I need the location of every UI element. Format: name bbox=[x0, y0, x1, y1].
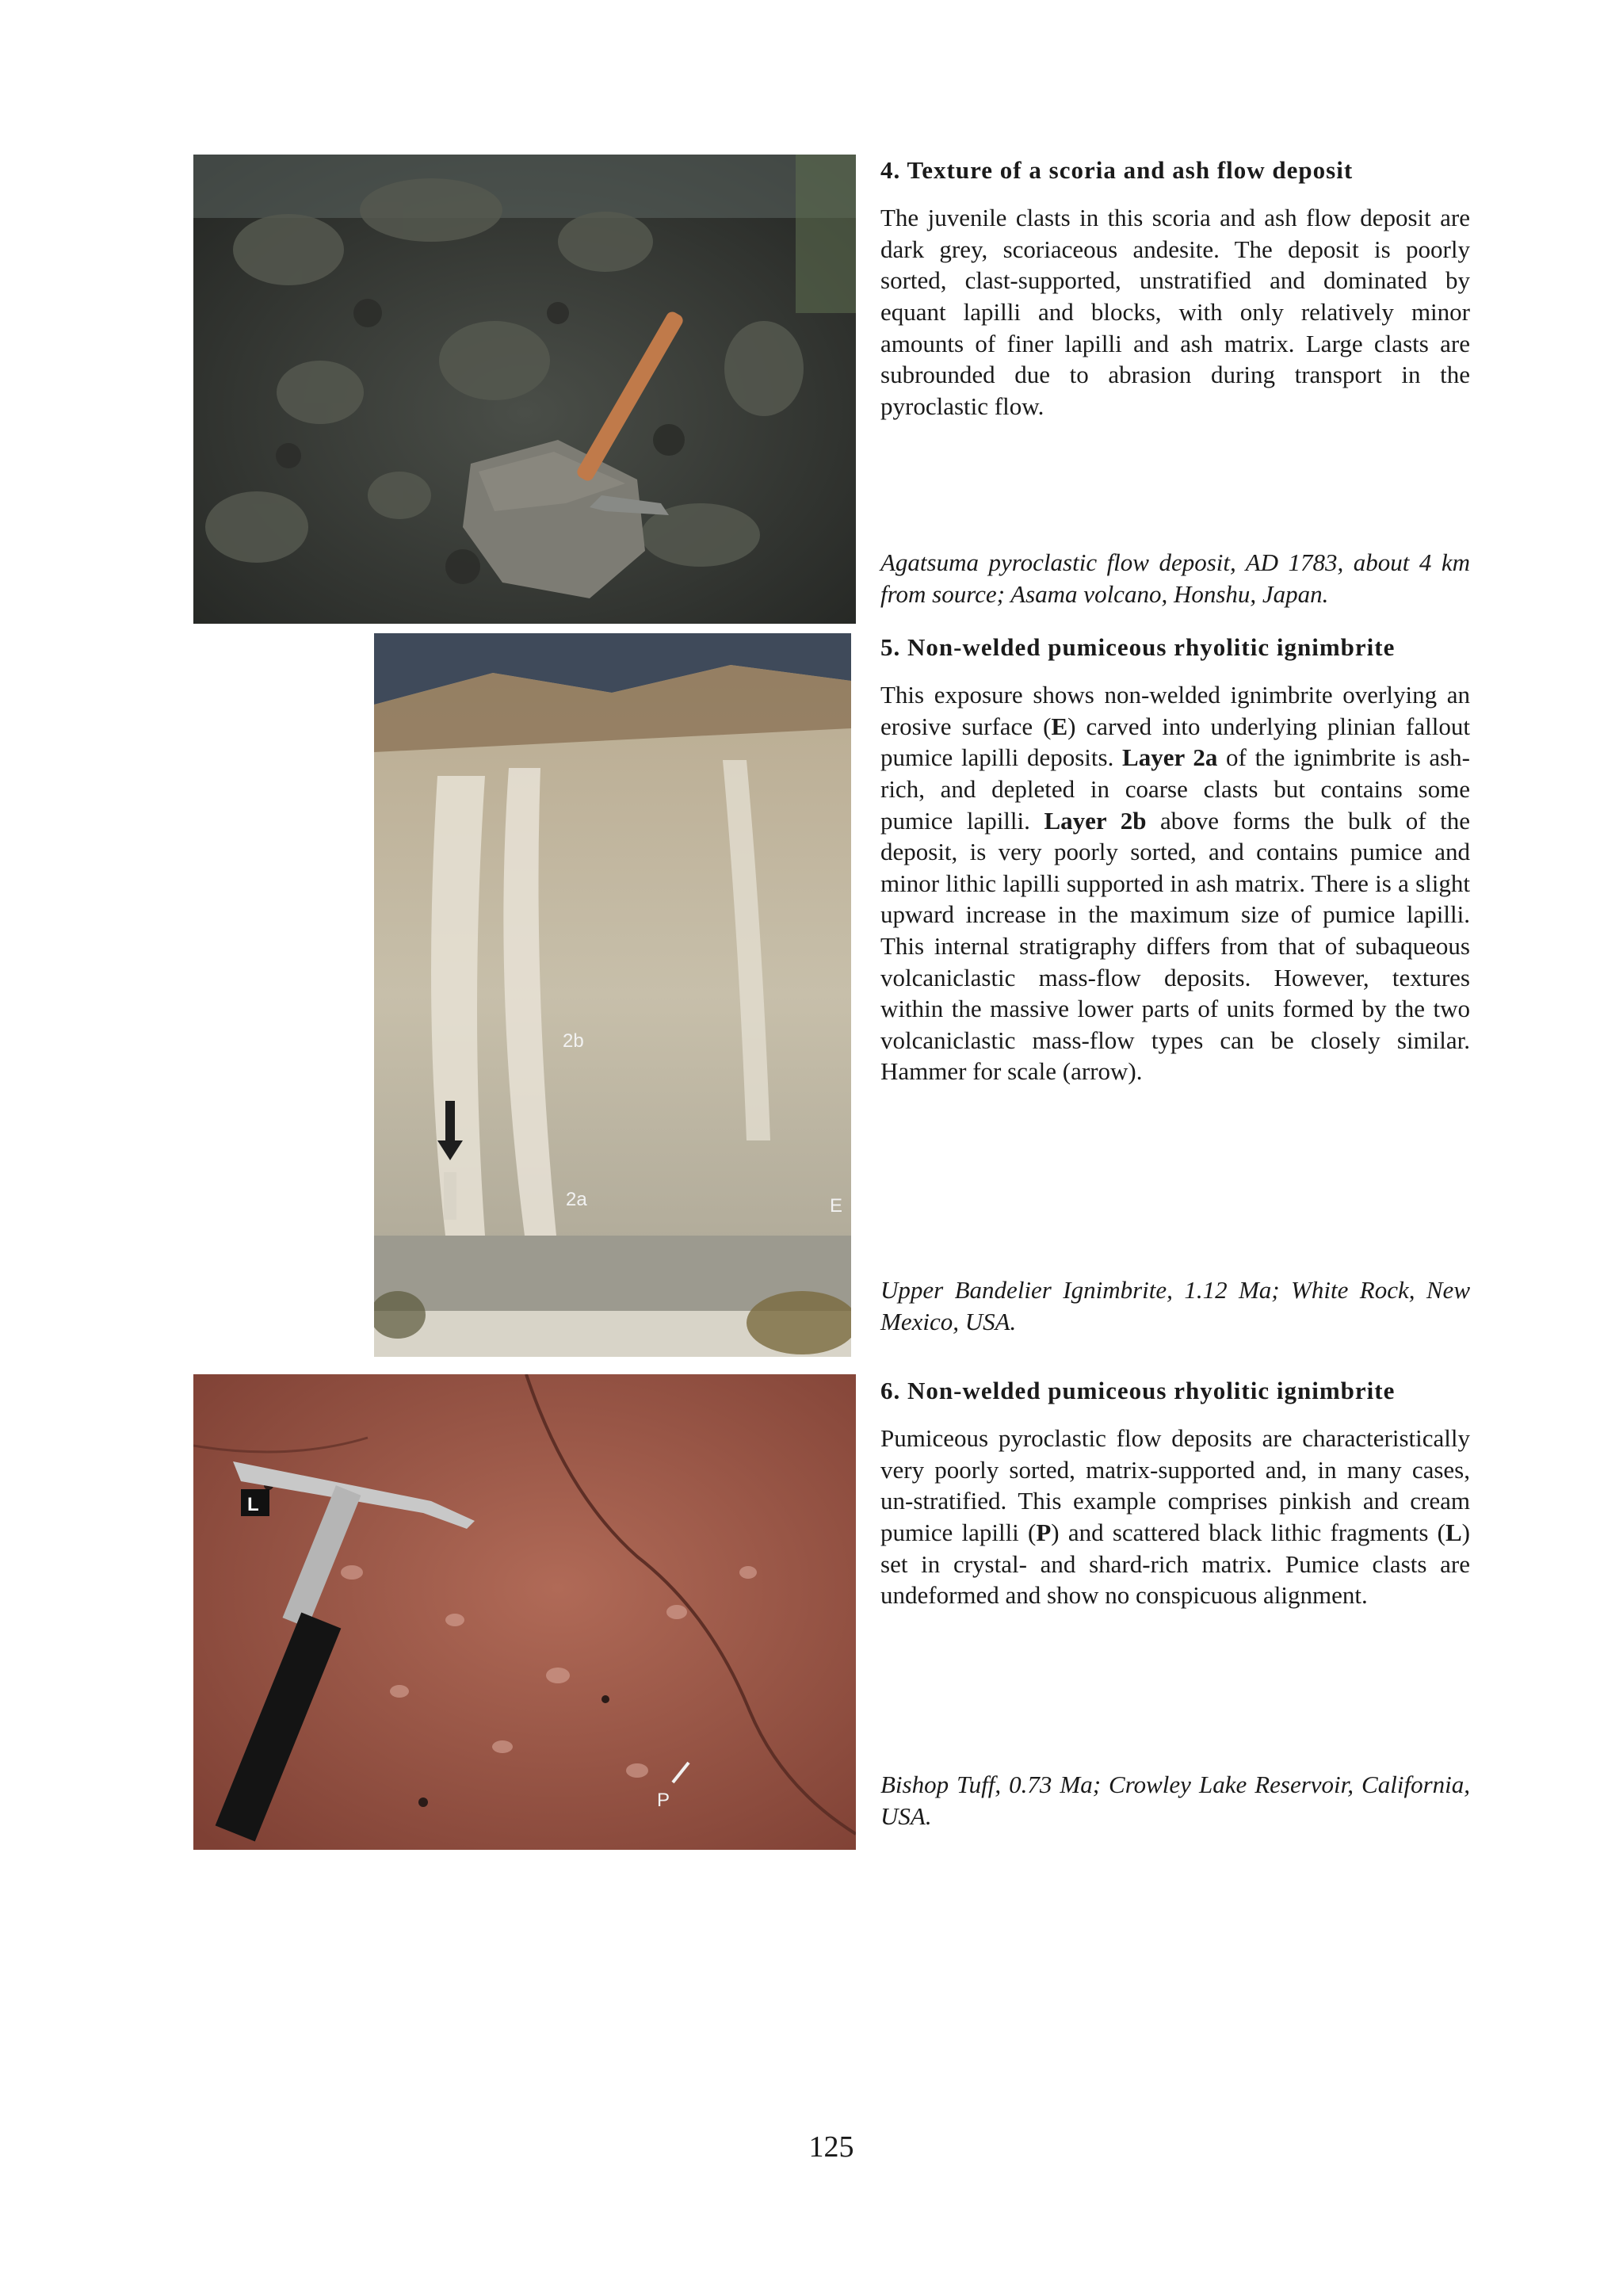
photo-label-2b: 2b bbox=[563, 1030, 584, 1052]
section-4-caption: Agatsuma pyroclastic flow deposit, AD 1783, about 4 km from source; Asama volcano, Honshu, Japan. bbox=[880, 548, 1470, 608]
photo-label-e: E bbox=[830, 1195, 843, 1217]
section-6-title: 6. Non-welded pumiceous rhyolitic ignimbrite bbox=[880, 1377, 1396, 1404]
section-5-text bbox=[880, 632, 1470, 1087]
scoria-ash-flow-photo bbox=[193, 155, 856, 624]
section-5-title: 5. Non-welded pumiceous rhyolitic ignimbrite bbox=[880, 633, 1396, 661]
page-number: 125 bbox=[808, 2130, 854, 2164]
section-6-text bbox=[880, 1376, 1470, 1611]
photo-label-p: P bbox=[657, 1790, 670, 1811]
section-4-title: 4. Texture of a scoria and ash flow deposit bbox=[880, 156, 1354, 184]
section-5-caption: Upper Bandelier Ignimbrite, 1.12 Ma; White Rock, New Mexico, USA. bbox=[880, 1276, 1470, 1335]
ignimbrite-exposure-photo bbox=[374, 633, 851, 1357]
photo-label-l: L bbox=[247, 1494, 259, 1515]
bishop-tuff-photo bbox=[193, 1374, 856, 1850]
section-6-body: Pumiceous pyroclastic flow deposits are characteristically very poorly sorted, matrix-supported and, in many cases, un-stratified. This example comprises pinkish and cream pumice lapilli (P) and scattered black lithic fragments (L) set in crystal- and shard-rich matrix. Pumice clasts are undeformed and show no conspicuous alignment. bbox=[880, 1424, 1470, 1610]
section-4-body: The juvenile clasts in this scoria and ash flow deposit are dark grey, scoriaceous andesite. The deposit is poorly sorted, clast-supported, unstratified and dominated by equant lapilli and blocks, with only relatively minor amounts of finer lapilli and ash matrix. Large clasts are subrounded due to abrasion during transport in the pyroclastic flow. bbox=[880, 204, 1470, 420]
section-4-text bbox=[880, 155, 1470, 422]
photo-label-2a: 2a bbox=[566, 1189, 587, 1210]
section-6-caption: Bishop Tuff, 0.73 Ma; Crowley Lake Reservoir, California, USA. bbox=[880, 1771, 1470, 1830]
section-5-body: This exposure shows non-welded ignimbrite overlying an erosive surface (E) carved into underlying plinian fallout pumice lapilli deposits. Layer 2a of the ignimbrite is ash-rich, and depleted in coarse clasts but contains some pumice lapilli. Layer 2b above forms the bulk of the deposit, is very poorly sorted, and contains pumice and minor lithic lapilli supported in ash matrix. There is a slight upward increase in the maximum size of pumice lapilli. This internal stratigraphy differs from that of subaqueous volcaniclastic mass-flow deposits. However, textures within the massive lower parts of units formed by the two volcaniclastic mass-flow types can be closely similar. Hammer for scale (arrow). bbox=[880, 681, 1470, 1086]
